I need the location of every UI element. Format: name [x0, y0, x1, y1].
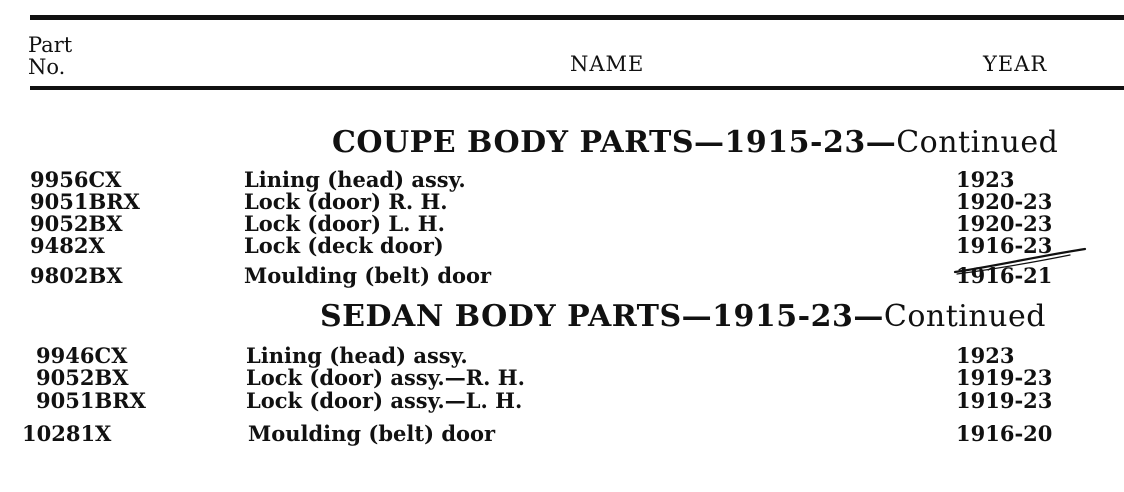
part-name: Lining (head) assy.	[246, 343, 468, 368]
part-no-column-header: Part No.	[28, 33, 73, 79]
part-year: 1916-20	[956, 421, 1053, 446]
part-name: Lock (door) R. H.	[244, 189, 448, 214]
part-name: Lock (door) assy.—R. H.	[246, 365, 525, 390]
part-number: 9052BX	[30, 211, 123, 236]
part-number: 9946CX	[36, 343, 128, 368]
part-number: 9482X	[30, 233, 105, 258]
section-title-continued: Continued	[896, 125, 1059, 160]
part-number: 9802BX	[30, 263, 123, 288]
section-title-main: SEDAN BODY PARTS—1915-23—	[320, 299, 884, 334]
section-title	[332, 126, 1058, 160]
part-name: Lining (head) assy.	[244, 167, 466, 192]
table-row	[0, 167, 1124, 192]
part-name: Moulding (belt) door	[248, 421, 496, 446]
table-row	[0, 211, 1124, 236]
year-column-header: YEAR	[983, 52, 1048, 76]
table-row	[0, 365, 1124, 390]
part-name: Lock (deck door)	[244, 233, 444, 258]
parts-list	[0, 343, 1124, 446]
part-year: 1916-21	[956, 263, 1053, 288]
part-year: 1919-23	[956, 388, 1053, 413]
section-title	[320, 300, 1046, 334]
part-number: 9051BRX	[36, 388, 146, 413]
table-row	[0, 343, 1124, 368]
check-mark-icon	[945, 240, 1090, 280]
part-number: 9052BX	[36, 365, 129, 390]
name-column-header: NAME	[570, 52, 645, 76]
table-row	[0, 421, 1124, 446]
part-year: 1923	[956, 167, 1015, 192]
section-title-continued: Continued	[883, 299, 1046, 334]
part-number: 9051BRX	[30, 189, 140, 214]
part-name: Lock (door) L. H.	[244, 211, 445, 236]
section-title-main: COUPE BODY PARTS—1915-23—	[332, 125, 897, 160]
part-name: Lock (door) assy.—L. H.	[246, 388, 523, 413]
part-number: 10281X	[22, 421, 112, 446]
part-year: 1920-23	[956, 211, 1053, 236]
part-number: 9956CX	[30, 167, 122, 192]
table-row	[0, 189, 1124, 214]
header-bottom-rule	[30, 86, 1124, 90]
header-top-rule	[30, 15, 1124, 20]
part-year: 1923	[956, 343, 1015, 368]
part-year: 1916-23	[956, 233, 1053, 258]
part-year: 1920-23	[956, 189, 1053, 214]
part-name: Moulding (belt) door	[244, 263, 492, 288]
table-row	[0, 388, 1124, 413]
part-year: 1919-23	[956, 365, 1053, 390]
